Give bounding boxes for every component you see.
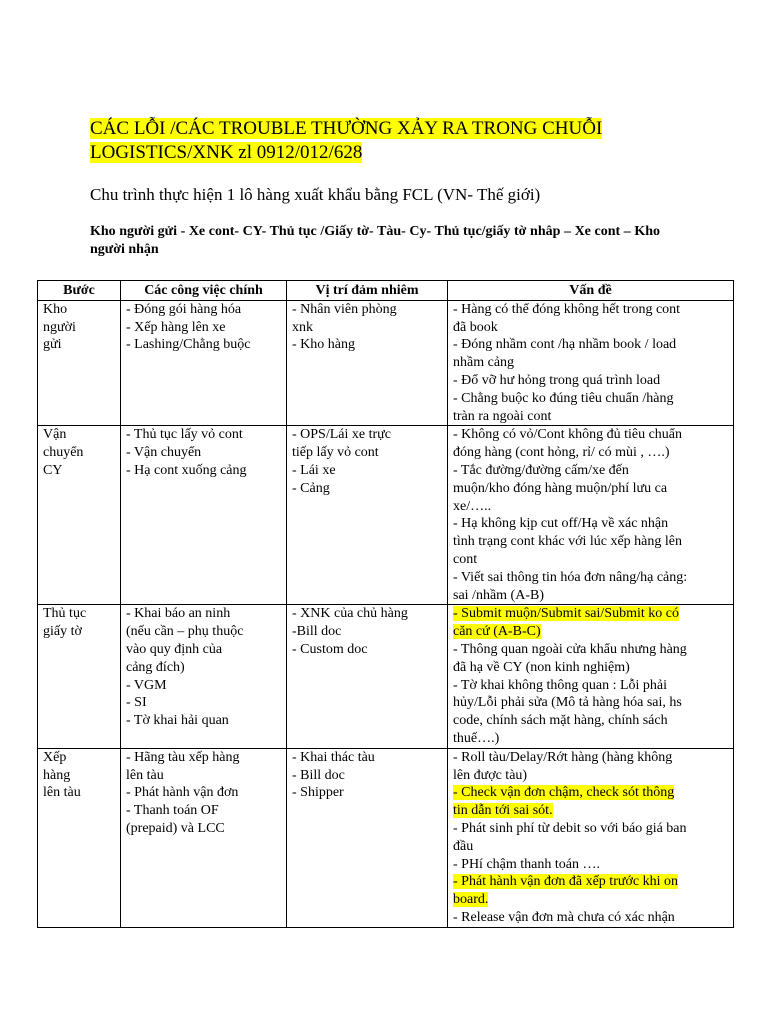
cell-line: - Lashing/Chằng buộc xyxy=(126,337,251,353)
cell-line: - Viết sai thông tin hóa đơn nâng/hạ cảng: xyxy=(453,569,688,585)
cell-line: gửi xyxy=(43,337,62,353)
cell-line: - Hạ cont xuống cảng xyxy=(126,462,247,478)
trouble-table xyxy=(37,280,734,928)
cell-line: xe/….. xyxy=(453,498,492,514)
cell-line: - Custom doc xyxy=(292,641,368,657)
cell-line: board. xyxy=(453,892,489,908)
step-cell xyxy=(38,300,121,426)
cell-line: - Tắc đường/đường cấm/xe đến xyxy=(453,462,629,478)
cell-line: tiếp lấy vỏ cont xyxy=(292,445,379,461)
cell-line: - OPS/Lái xe trực xyxy=(292,427,391,443)
cell-line: - Khai báo an ninh xyxy=(126,606,231,622)
cell-line: sai /nhầm (A-B) xyxy=(453,587,544,603)
cell-line: - Lái xe xyxy=(292,462,336,478)
cell-line: - Submit muộn/Submit sai/Submit ko có xyxy=(453,606,679,622)
cell-line: cont xyxy=(453,551,478,567)
cell-line: - Bill doc xyxy=(292,767,345,783)
cell-line: Thủ tục xyxy=(43,606,87,622)
cell-line: - Không có vỏ/Cont không đủ tiêu chuẩn xyxy=(453,427,683,443)
cell-line: hủy/Lỗi phải sửa (Mô tả hàng hóa sai, hs xyxy=(453,695,682,711)
cell-line: cảng đích) xyxy=(126,659,185,675)
cell-line: - Roll tàu/Delay/Rớt hàng (hàng không xyxy=(453,749,673,765)
cell-line: -Bill doc xyxy=(292,624,342,640)
table-header-row xyxy=(38,281,734,301)
cell-line: - PHí chậm thanh toán …. xyxy=(453,856,600,872)
cell-line: - Hãng tàu xếp hàng xyxy=(126,749,240,765)
cell-line: người xyxy=(43,319,76,335)
cell-line: vào quy định của xyxy=(126,641,223,657)
cell-line: Xếp xyxy=(43,749,67,765)
header-step: Bước xyxy=(38,281,121,301)
issues-cell xyxy=(448,300,734,426)
cell-line: - Shipper xyxy=(292,785,344,801)
roles-cell xyxy=(287,748,448,927)
header-roles: Vị trí đảm nhiêm xyxy=(287,281,448,301)
cell-line: - Hạ không kịp cut off/Hạ về xác nhận xyxy=(453,516,669,532)
cell-line: - Phát sinh phí từ debit so với báo giá ban xyxy=(453,820,687,836)
cell-line: tình trạng cont khác với lúc xếp hàng lên xyxy=(453,534,683,550)
cell-line: đã book xyxy=(453,319,498,335)
cell-line: - Tờ khai không thông quan : Lỗi phải xyxy=(453,677,668,693)
cell-line: - Đóng gói hàng hóa xyxy=(126,301,242,317)
cell-line: - Thanh toán OF xyxy=(126,803,219,819)
cell-line: (prepaid) và LCC xyxy=(126,820,225,836)
header-issues: Vấn đề xyxy=(448,281,734,301)
cell-line: Kho xyxy=(43,301,68,317)
cell-line: Vận xyxy=(43,427,67,443)
tasks-cell xyxy=(121,300,287,426)
tasks-cell xyxy=(121,605,287,748)
cell-line: - Phát hành vận đơn đã xếp trước khi on xyxy=(453,874,678,890)
cell-line: xnk xyxy=(292,319,313,335)
cell-line: tràn ra ngoài cont xyxy=(453,408,552,424)
cell-line: - Kho hàng xyxy=(292,337,355,353)
cell-line: - Chằng buộc ko đúng tiêu chuẩn /hàng xyxy=(453,390,674,406)
cell-line: - Đóng nhầm cont /hạ nhầm book / load xyxy=(453,337,677,353)
cell-line: đã hạ về CY (non kinh nghiệm) xyxy=(453,659,630,675)
cell-line: CY xyxy=(43,462,63,478)
cell-line: giấy tờ xyxy=(43,624,82,640)
cell-line: - Thủ tục lấy vỏ cont xyxy=(126,427,243,443)
step-cell xyxy=(38,605,121,748)
roles-cell xyxy=(287,426,448,605)
step-cell xyxy=(38,426,121,605)
cell-line: - Đổ vỡ hư hỏng trong quá trình load xyxy=(453,372,661,388)
cell-line: - Nhân viên phòng xyxy=(292,301,397,317)
cell-line: - Hàng có thể đóng không hết trong cont xyxy=(453,301,681,317)
header-tasks: Các công việc chính xyxy=(121,281,287,301)
document-subtitle: Chu trình thực hiện 1 lô hàng xuất khẩu bằng FCL (VN- Thế giới) xyxy=(90,185,541,204)
cell-line: - VGM xyxy=(126,677,167,693)
cell-line: - XNK của chủ hàng xyxy=(292,606,408,622)
cell-line: (nếu cần – phụ thuộc xyxy=(126,624,244,640)
cell-line: muộn/kho đóng hàng muộn/phí lưu ca xyxy=(453,480,668,496)
cell-line: thuế….) xyxy=(453,730,500,746)
cell-line: - Vận chuyển xyxy=(126,445,202,461)
table-row xyxy=(38,605,734,748)
cell-line: - Check vận đơn chậm, check sót thông xyxy=(453,785,675,801)
cell-line: - Cảng xyxy=(292,480,330,496)
cell-line: - Tờ khai hải quan xyxy=(126,713,229,729)
cell-line: lên được tàu) xyxy=(453,767,528,783)
document-title xyxy=(90,117,670,165)
cell-line: - Release vận đơn mà chưa có xác nhận xyxy=(453,909,675,925)
cell-line: code, chính sách mặt hàng, chính sách xyxy=(453,713,668,729)
tasks-cell xyxy=(121,748,287,927)
roles-cell xyxy=(287,300,448,426)
step-cell xyxy=(38,748,121,927)
cell-line: - Phát hành vận đơn xyxy=(126,785,239,801)
title-line-1: CÁC LỖI /CÁC TROUBLE THƯỜNG XẢY RA TRONG CHUỖI xyxy=(90,118,603,139)
cell-line: đầu xyxy=(453,838,474,854)
cell-line: lên tàu xyxy=(43,785,81,801)
cell-line: - Khai thác tàu xyxy=(292,749,375,765)
roles-cell xyxy=(287,605,448,748)
table-row xyxy=(38,426,734,605)
cell-line: đóng hàng (cont hỏng, rỉ/ có mùi , ….) xyxy=(453,445,670,461)
title-line-2: LOGISTICS/XNK zl 0912/012/628 xyxy=(90,142,363,163)
cell-line: - SI xyxy=(126,695,147,711)
issues-cell xyxy=(448,748,734,927)
table-row xyxy=(38,300,734,426)
table-row xyxy=(38,748,734,927)
cell-line: hàng xyxy=(43,767,71,783)
cell-line: lên tàu xyxy=(126,767,164,783)
cell-line: nhầm cảng xyxy=(453,355,515,371)
issues-cell xyxy=(448,605,734,748)
process-flow: Kho người gửi - Xe cont- CY- Thủ tục /Giấy tờ- Tàu- Cy- Thủ tục/giấy tờ nhâp – Xe cont – Kho người nhận xyxy=(90,224,660,257)
cell-line: - Thông quan ngoài cửa khẩu nhưng hàng xyxy=(453,641,687,657)
cell-line: - Xếp hàng lên xe xyxy=(126,319,226,335)
issues-cell xyxy=(448,426,734,605)
cell-line: chuyển xyxy=(43,445,84,461)
tasks-cell xyxy=(121,426,287,605)
cell-line: căn cứ (A-B-C) xyxy=(453,624,541,640)
cell-line: tin dẫn tới sai sót. xyxy=(453,803,553,819)
